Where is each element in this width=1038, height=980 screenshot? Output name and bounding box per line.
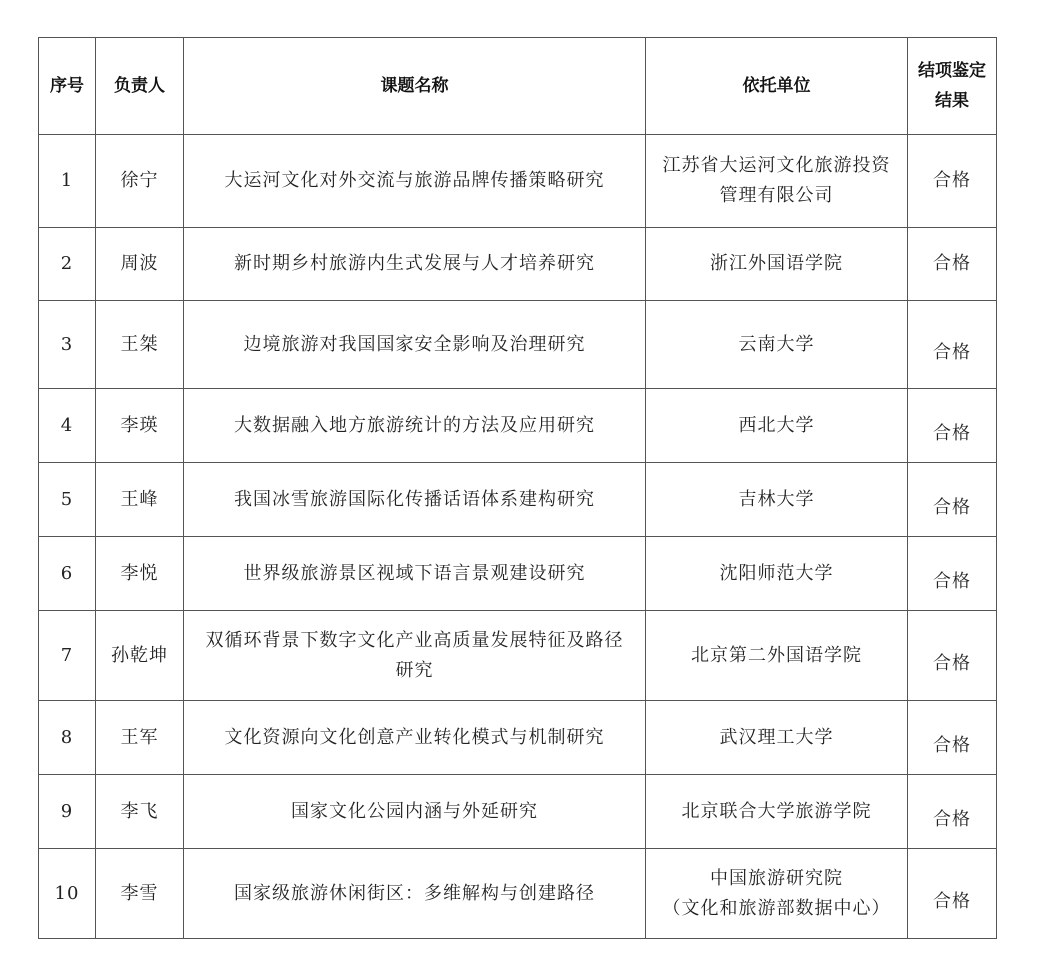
row-index: 2	[39, 228, 96, 301]
row-topic: 大数据融入地方旅游统计的方法及应用研究	[184, 389, 646, 463]
table-row	[39, 389, 997, 463]
row-index: 9	[39, 775, 96, 849]
row-topic-line2: 研究	[395, 659, 434, 681]
table-row	[39, 701, 997, 775]
header-result-line2: 结果	[935, 91, 969, 111]
row-unit-line1: 中国旅游研究院	[710, 867, 843, 889]
header-topic: 课题名称	[184, 38, 646, 135]
row-unit: 西北大学	[646, 389, 908, 463]
row-index: 3	[39, 301, 96, 389]
row-index: 10	[39, 849, 96, 939]
table-row	[39, 463, 997, 537]
table-row	[39, 537, 997, 611]
row-topic: 大运河文化对外交流与旅游品牌传播策略研究	[184, 135, 646, 228]
row-result: 合格	[908, 135, 997, 228]
table-row	[39, 849, 997, 939]
row-leader: 周波	[96, 228, 184, 301]
row-result: 合格	[908, 849, 997, 939]
row-result: 合格	[908, 389, 997, 463]
row-index: 6	[39, 537, 96, 611]
results-table	[38, 37, 997, 939]
header-leader: 负责人	[96, 38, 184, 135]
header-result-line1: 结项鉴定	[918, 61, 986, 81]
row-unit: 北京联合大学旅游学院	[646, 775, 908, 849]
row-unit: 武汉理工大学	[646, 701, 908, 775]
row-index: 7	[39, 611, 96, 701]
row-topic: 我国冰雪旅游国际化传播话语体系建构研究	[184, 463, 646, 537]
row-index: 5	[39, 463, 96, 537]
row-leader: 王桀	[96, 301, 184, 389]
row-index: 4	[39, 389, 96, 463]
row-result: 合格	[908, 228, 997, 301]
row-unit	[646, 849, 908, 939]
row-result: 合格	[908, 775, 997, 849]
row-result: 合格	[908, 611, 997, 701]
row-topic: 国家级旅游休闲街区：多维解构与创建路径	[184, 849, 646, 939]
row-topic: 文化资源向文化创意产业转化模式与机制研究	[184, 701, 646, 775]
header-result	[908, 38, 997, 135]
row-topic: 边境旅游对我国国家安全影响及治理研究	[184, 301, 646, 389]
row-unit: 北京第二外国语学院	[646, 611, 908, 701]
table-row	[39, 228, 997, 301]
row-index: 1	[39, 135, 96, 228]
table-row	[39, 301, 997, 389]
row-topic: 国家文化公园内涵与外延研究	[184, 775, 646, 849]
row-leader: 李悦	[96, 537, 184, 611]
row-result: 合格	[908, 301, 997, 389]
row-result: 合格	[908, 537, 997, 611]
header-index: 序号	[39, 38, 96, 135]
row-unit	[646, 135, 908, 228]
row-unit: 沈阳师范大学	[646, 537, 908, 611]
row-unit: 云南大学	[646, 301, 908, 389]
row-leader: 孙乾坤	[96, 611, 184, 701]
row-leader: 王峰	[96, 463, 184, 537]
row-leader: 徐宁	[96, 135, 184, 228]
row-unit-line1: 江苏省大运河文化旅游投资	[662, 155, 891, 176]
row-result: 合格	[908, 701, 997, 775]
row-index: 8	[39, 701, 96, 775]
row-topic: 新时期乡村旅游内生式发展与人才培养研究	[184, 228, 646, 301]
row-result: 合格	[908, 463, 997, 537]
row-unit: 浙江外国语学院	[646, 228, 908, 301]
row-unit-line2: （文化和旅游部数据中心）	[662, 897, 891, 919]
row-leader: 李雪	[96, 849, 184, 939]
table-row	[39, 775, 997, 849]
header-row	[39, 38, 997, 135]
row-leader: 李飞	[96, 775, 184, 849]
row-unit-line2: 管理有限公司	[719, 185, 834, 206]
row-topic: 世界级旅游景区视域下语言景观建设研究	[184, 537, 646, 611]
row-topic-line1: 双循环背景下数字文化产业高质量发展特征及路径	[205, 629, 624, 651]
table-row	[39, 135, 997, 228]
row-leader: 王军	[96, 701, 184, 775]
header-unit: 依托单位	[646, 38, 908, 135]
row-unit: 吉林大学	[646, 463, 908, 537]
table-row	[39, 611, 997, 701]
row-topic	[184, 611, 646, 701]
row-leader: 李瑛	[96, 389, 184, 463]
